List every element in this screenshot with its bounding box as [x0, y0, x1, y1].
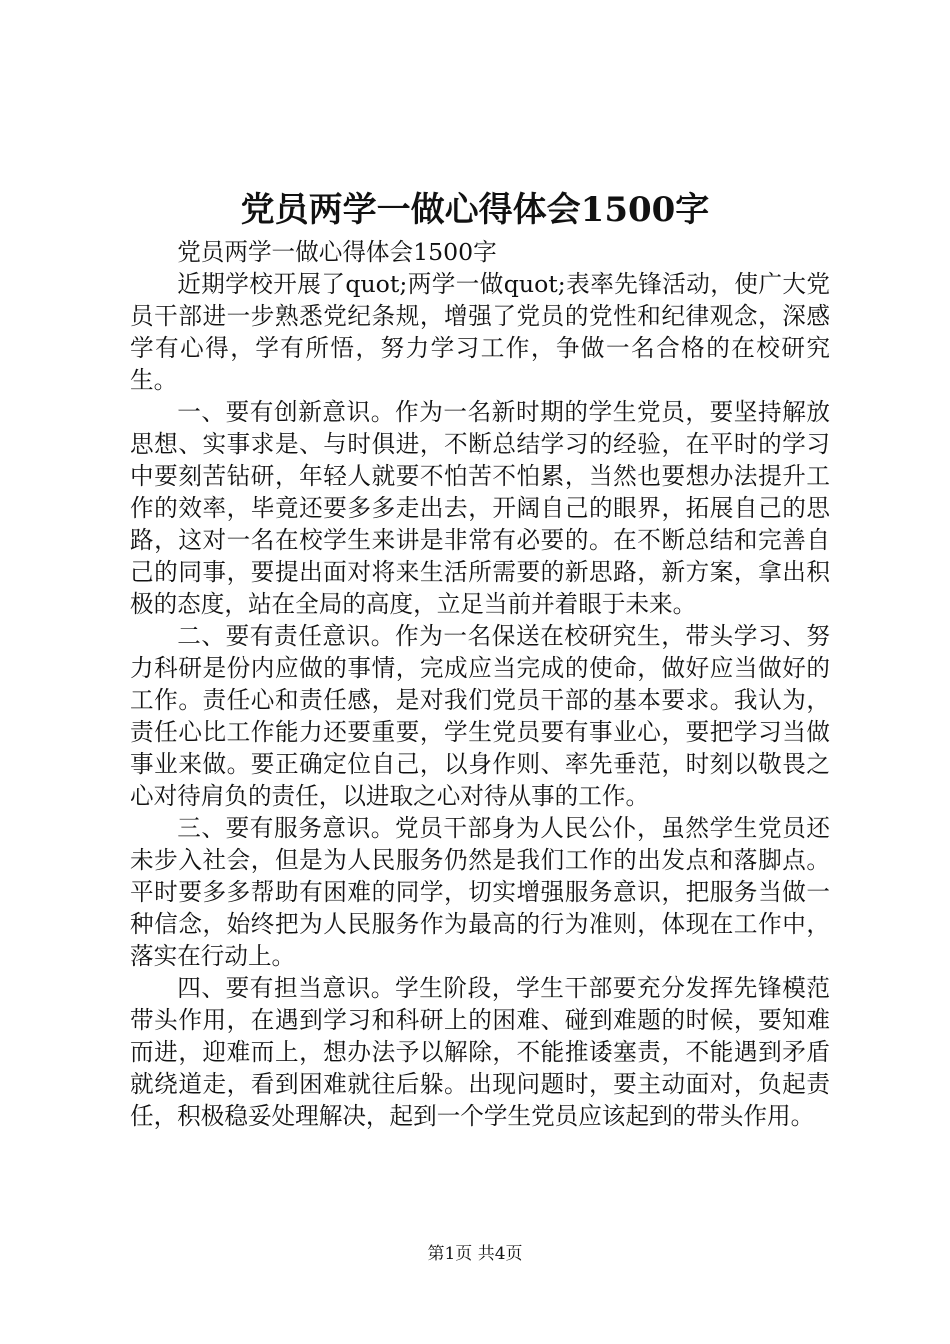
paragraph-subtitle: 党员两学一做心得体会1500字	[177, 238, 497, 266]
paragraph-responsibility: 二、要有责任意识。作为一名保送在校研究生，带头学习、努力科研是份内应做的事情，完成应当完成的使命，做好应当做好的工作。责任心和责任感，是对我们党员干部的基本要求。我认为，责任心比工作能力还要重要，学生党员要有事业心，要把学习当做事业来做。要正确定位自己，以身作则、率先垂范，时刻以敬畏之心对待肩负的责任，以进取之心对待从事的工作。	[130, 622, 830, 810]
document-body	[130, 236, 830, 1132]
paragraph-commitment: 四、要有担当意识。学生阶段，学生干部要充分发挥先锋模范带头作用，在遇到学习和科研上的困难、碰到难题的时候，要知难而进，迎难而上，想办法予以解除，不能推诿塞责，不能遇到矛盾就绕道走，看到困难就往后躲。出现问题时，要主动面对，负起责任，积极稳妥处理解决，起到一个学生党员应该起到的带头作用。	[130, 974, 830, 1130]
paragraph-intro: 近期学校开展了quot;两学一做quot;表率先锋活动，使广大党员干部进一步熟悉党纪条规，增强了党员的党性和纪律观念，深感学有心得，学有所悟，努力学习工作，争做一名合格的在校研究生。	[130, 270, 830, 394]
paragraph-service: 三、要有服务意识。党员干部身为人民公仆，虽然学生党员还未步入社会，但是为人民服务仍然是我们工作的出发点和落脚点。平时要多多帮助有困难的同学，切实增强服务意识，把服务当做一种信念，始终把为人民服务作为最高的行为准则，体现在工作中，落实在行动上。	[130, 814, 830, 970]
page-number-footer: 第1页 共4页	[427, 1244, 523, 1264]
paragraph-innovation: 一、要有创新意识。作为一名新时期的学生党员，要坚持解放思想、实事求是、与时俱进，不断总结学习的经验，在平时的学习中要刻苦钻研，年轻人就要不怕苦不怕累，当然也要想办法提升工作的效率，毕竟还要多多走出去，开阔自己的眼界，拓展自己的思路，这对一名在校学生来讲是非常有必要的。在不断总结和完善自己的同事，要提出面对将来生活所需要的新思路，新方案，拿出积极的态度，站在全局的高度，立足当前并着眼于未来。	[130, 398, 830, 618]
document-title: 党员两学一做心得体会1500字	[240, 190, 710, 230]
